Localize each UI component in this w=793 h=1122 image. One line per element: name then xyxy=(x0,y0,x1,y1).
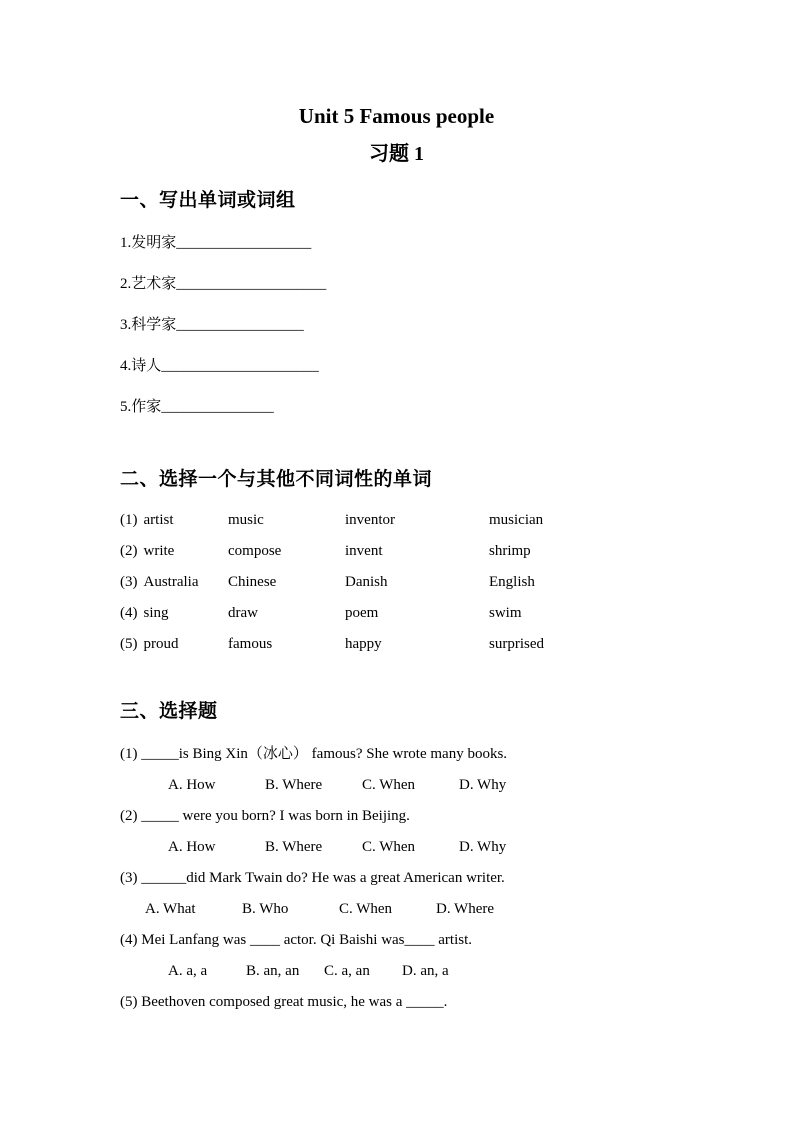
vocab-item xyxy=(120,235,693,251)
word: surprised xyxy=(489,636,544,652)
worksheet-subtitle: 习题 1 xyxy=(369,143,424,165)
word: musician xyxy=(489,512,544,528)
word-row xyxy=(120,605,693,621)
word: Danish xyxy=(345,574,388,590)
word-row xyxy=(120,636,693,652)
word-row-number: (4) xyxy=(120,605,138,621)
vocab-item-label: 5.作家 xyxy=(120,399,162,415)
vocab-item-label: 3.科学家 xyxy=(120,317,177,333)
word: shrimp xyxy=(489,543,531,559)
vocab-item-label: 1.发明家 xyxy=(120,235,177,251)
word: invent xyxy=(345,543,383,559)
vocab-item xyxy=(120,276,693,292)
option-label: B. an, an xyxy=(246,963,300,979)
option-label: D. an, a xyxy=(402,963,449,979)
option-label: A. a, a xyxy=(168,963,208,979)
vocab-item-blank: _______________ xyxy=(161,399,274,415)
vocab-item-label: 2.艺术家 xyxy=(120,276,177,292)
option-label: B. Where xyxy=(265,839,323,855)
vocab-item xyxy=(120,358,693,374)
vocab-item xyxy=(120,399,693,415)
worksheet-content xyxy=(120,191,693,1010)
word: compose xyxy=(228,543,282,559)
word: Australia xyxy=(143,574,199,590)
option-label: C. a, an xyxy=(324,963,370,979)
option-label: B. Where xyxy=(265,777,323,793)
word-row-number: (3) xyxy=(120,574,138,590)
word: Chinese xyxy=(228,574,277,590)
word: swim xyxy=(489,605,522,621)
option-row xyxy=(120,839,693,855)
word-cell xyxy=(120,574,228,590)
word: inventor xyxy=(345,512,395,528)
word-cell xyxy=(120,512,228,528)
option-row xyxy=(120,901,693,917)
word-rows xyxy=(120,512,693,652)
word: draw xyxy=(228,605,258,621)
word: happy xyxy=(345,636,382,652)
vocab-item-blank: _________________ xyxy=(176,317,304,333)
page-title: Unit 5 Famous people xyxy=(298,104,495,128)
vocab-list xyxy=(120,235,693,415)
option-label: D. Why xyxy=(459,839,507,855)
word: artist xyxy=(143,512,174,528)
word-row xyxy=(120,574,693,590)
question-list xyxy=(120,746,693,1010)
question-text: (1) _____is Bing Xin（冰心） famous? She wrote many books. xyxy=(120,746,508,762)
section-3-heading: 三、选择题 xyxy=(120,701,218,722)
option-label: C. When xyxy=(339,901,393,917)
question-text: (5) Beethoven composed great music, he was a _____. xyxy=(120,994,448,1010)
word-row-number: (1) xyxy=(120,512,138,528)
vocab-item-label: 4.诗人 xyxy=(120,358,162,374)
word: English xyxy=(489,574,535,590)
option-label: A. How xyxy=(168,777,216,793)
option-row xyxy=(120,963,693,979)
word-row-number: (5) xyxy=(120,636,138,652)
question-text: (2) _____ were you born? I was born in Beijing. xyxy=(120,808,410,824)
word: write xyxy=(143,543,175,559)
option-label: A. What xyxy=(145,901,196,917)
option-label: C. When xyxy=(362,777,416,793)
option-label: A. How xyxy=(168,839,216,855)
section-2-heading: 二、选择一个与其他不同词性的单词 xyxy=(120,469,433,490)
word: famous xyxy=(228,636,273,652)
question-text: (3) ______did Mark Twain do? He was a great American writer. xyxy=(120,870,505,886)
option-row xyxy=(120,777,693,793)
word: sing xyxy=(143,605,169,621)
word: music xyxy=(228,512,264,528)
section-1-heading: 一、写出单词或词组 xyxy=(120,190,296,211)
option-label: D. Why xyxy=(459,777,507,793)
option-label: C. When xyxy=(362,839,416,855)
vocab-item-blank: _____________________ xyxy=(161,358,319,374)
question-text: (4) Mei Lanfang was ____ actor. Qi Baishi was____ artist. xyxy=(120,932,473,948)
word: poem xyxy=(345,605,379,621)
word: proud xyxy=(143,636,179,652)
word-cell xyxy=(120,605,228,621)
vocab-item-blank: __________________ xyxy=(176,235,312,251)
vocab-item-blank: ____________________ xyxy=(176,276,327,292)
word-cell xyxy=(120,543,228,559)
option-label: B. Who xyxy=(242,901,289,917)
word-cell xyxy=(120,636,228,652)
option-label: D. Where xyxy=(436,901,495,917)
vocab-item xyxy=(120,317,693,333)
word-row-number: (2) xyxy=(120,543,138,559)
word-row xyxy=(120,512,693,528)
word-row xyxy=(120,543,693,559)
